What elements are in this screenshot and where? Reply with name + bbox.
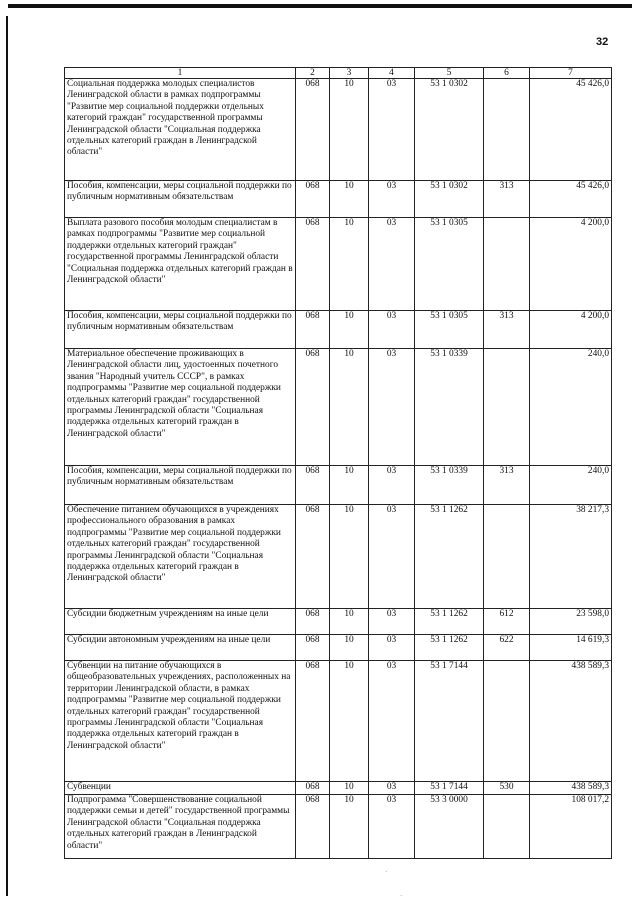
row-section: 10 — [330, 782, 369, 795]
table-body — [65, 79, 612, 859]
table-row — [65, 349, 612, 466]
row-subsection: 03 — [369, 349, 415, 466]
table-header — [65, 68, 612, 79]
row-amount: 108 017,2 — [530, 795, 612, 859]
header-cell-6: 6 — [484, 68, 530, 79]
table-row — [65, 311, 612, 349]
row-ministry-code: 068 — [296, 795, 330, 859]
top-border-bar — [8, 4, 632, 8]
row-target-item: 53 1 0305 — [415, 311, 484, 349]
row-section: 10 — [330, 349, 369, 466]
scan-speck: · — [385, 868, 388, 876]
row-expense-type: 313 — [484, 181, 530, 218]
row-subsection: 03 — [369, 218, 415, 311]
row-amount: 438 589,3 — [530, 782, 612, 795]
row-amount: 240,0 — [530, 349, 612, 466]
row-name: Пособия, компенсации, меры социальной поддержки по публичным нормативным обязательствам — [65, 181, 296, 218]
row-ministry-code: 068 — [296, 661, 330, 782]
header-cell-5: 5 — [415, 68, 484, 79]
header-cell-7: 7 — [530, 68, 612, 79]
row-ministry-code: 068 — [296, 349, 330, 466]
table-row — [65, 635, 612, 661]
row-name: Материальное обеспечение проживающих в Ленинградской области лиц, удостоенных почетного звания "Народный учитель СССР", в рамках подпрограммы "Развитие мер социальной поддержки отдельных категорий граждан" государственной программы Ленинградской области "Социальная поддержка отдельных категорий граждан в Ленинградской области" — [65, 349, 296, 466]
row-target-item: 53 1 1262 — [415, 635, 484, 661]
row-subsection: 03 — [369, 795, 415, 859]
row-ministry-code: 068 — [296, 505, 330, 609]
table-row — [65, 661, 612, 782]
row-target-item: 53 1 0305 — [415, 218, 484, 311]
row-expense-type — [484, 505, 530, 609]
row-amount: 240,0 — [530, 466, 612, 505]
row-expense-type: 612 — [484, 609, 530, 635]
row-name: Субсидии бюджетным учреждениям на иные цели — [65, 609, 296, 635]
row-subsection: 03 — [369, 505, 415, 609]
row-expense-type — [484, 349, 530, 466]
table-row — [65, 466, 612, 505]
scan-speck: · — [400, 892, 403, 900]
row-name: Пособия, компенсации, меры социальной поддержки по публичным нормативным обязательствам — [65, 311, 296, 349]
row-expense-type: 622 — [484, 635, 530, 661]
row-subsection: 03 — [369, 181, 415, 218]
table-row — [65, 795, 612, 859]
row-ministry-code: 068 — [296, 218, 330, 311]
table-row — [65, 609, 612, 635]
budget-table — [64, 67, 612, 859]
row-name: Субвенции — [65, 782, 296, 795]
row-expense-type — [484, 795, 530, 859]
header-cell-2: 2 — [296, 68, 330, 79]
row-ministry-code: 068 — [296, 466, 330, 505]
row-section: 10 — [330, 181, 369, 218]
row-amount: 38 217,3 — [530, 505, 612, 609]
table-row — [65, 505, 612, 609]
row-amount: 14 619,3 — [530, 635, 612, 661]
row-subsection: 03 — [369, 635, 415, 661]
row-section: 10 — [330, 635, 369, 661]
row-target-item: 53 1 0339 — [415, 466, 484, 505]
row-section: 10 — [330, 661, 369, 782]
left-scan-edge — [6, 16, 8, 896]
row-ministry-code: 068 — [296, 181, 330, 218]
row-target-item: 53 3 0000 — [415, 795, 484, 859]
row-name: Обеспечение питанием обучающихся в учреждениях профессионального образования в рамках подпрограммы "Развитие мер социальной поддержки отдельных категорий граждан" государственной программы Ленинградской области "Социальная поддержка отдельных категорий граждан в Ленинградской области" — [65, 505, 296, 609]
row-name: Социальная поддержка молодых специалистов Ленинградской области в рамках подпрограммы "Развитие мер социальной поддержки отдельных категорий граждан" государственной программы Ленинградской области "Социальная поддержка отдельных категорий граждан в Ленинградской области" — [65, 79, 296, 181]
row-amount: 45 426,0 — [530, 181, 612, 218]
row-target-item: 53 1 1262 — [415, 505, 484, 609]
table-row — [65, 79, 612, 181]
row-amount: 45 426,0 — [530, 79, 612, 181]
row-target-item: 53 1 0339 — [415, 349, 484, 466]
row-amount: 23 598,0 — [530, 609, 612, 635]
table-row — [65, 181, 612, 218]
row-section: 10 — [330, 505, 369, 609]
row-subsection: 03 — [369, 609, 415, 635]
row-expense-type — [484, 218, 530, 311]
row-section: 10 — [330, 795, 369, 859]
row-name: Субвенции на питание обучающихся в общеобразовательных учреждениях, расположенных на территории Ленинградской области, в рамках подпрограммы "Развитие мер социальной поддержки отдельных категорий граждан" государственной программы Ленинградской области "Социальная поддержка отдельных категорий граждан в Ленинградской области" — [65, 661, 296, 782]
row-name: Выплата разового пособия молодым специалистам в рамках подпрограммы "Развитие мер социальной поддержки отдельных категорий граждан" государственной программы Ленинградской области "Социальная поддержка отдельных категорий граждан в Ленинградской области" — [65, 218, 296, 311]
row-ministry-code: 068 — [296, 635, 330, 661]
row-amount: 4 200,0 — [530, 311, 612, 349]
row-expense-type — [484, 661, 530, 782]
row-subsection: 03 — [369, 79, 415, 181]
row-ministry-code: 068 — [296, 609, 330, 635]
row-ministry-code: 068 — [296, 782, 330, 795]
row-section: 10 — [330, 466, 369, 505]
row-section: 10 — [330, 79, 369, 181]
row-expense-type: 313 — [484, 311, 530, 349]
row-subsection: 03 — [369, 466, 415, 505]
row-name: Субсидии автономным учреждениям на иные цели — [65, 635, 296, 661]
row-expense-type: 530 — [484, 782, 530, 795]
row-section: 10 — [330, 609, 369, 635]
row-subsection: 03 — [369, 311, 415, 349]
row-ministry-code: 068 — [296, 311, 330, 349]
row-expense-type: 313 — [484, 466, 530, 505]
row-subsection: 03 — [369, 782, 415, 795]
row-target-item: 53 1 0302 — [415, 79, 484, 181]
row-target-item: 53 1 0302 — [415, 181, 484, 218]
row-name: Подпрограмма "Совершенствование социальной поддержки семьи и детей" государственной программы Ленинградской области "Социальная поддержка отдельных категорий граждан в Ленинградской области" — [65, 795, 296, 859]
row-expense-type — [484, 79, 530, 181]
header-row — [65, 68, 612, 79]
row-target-item: 53 1 7144 — [415, 782, 484, 795]
row-amount: 438 589,3 — [530, 661, 612, 782]
header-cell-1: 1 — [65, 68, 296, 79]
row-name: Пособия, компенсации, меры социальной поддержки по публичным нормативным обязательствам — [65, 466, 296, 505]
header-cell-4: 4 — [369, 68, 415, 79]
row-ministry-code: 068 — [296, 79, 330, 181]
page-number: 32 — [596, 36, 609, 48]
table-row — [65, 218, 612, 311]
row-subsection: 03 — [369, 661, 415, 782]
row-section: 10 — [330, 311, 369, 349]
table-row — [65, 782, 612, 795]
row-target-item: 53 1 7144 — [415, 661, 484, 782]
row-section: 10 — [330, 218, 369, 311]
header-cell-3: 3 — [330, 68, 369, 79]
row-amount: 4 200,0 — [530, 218, 612, 311]
row-target-item: 53 1 1262 — [415, 609, 484, 635]
